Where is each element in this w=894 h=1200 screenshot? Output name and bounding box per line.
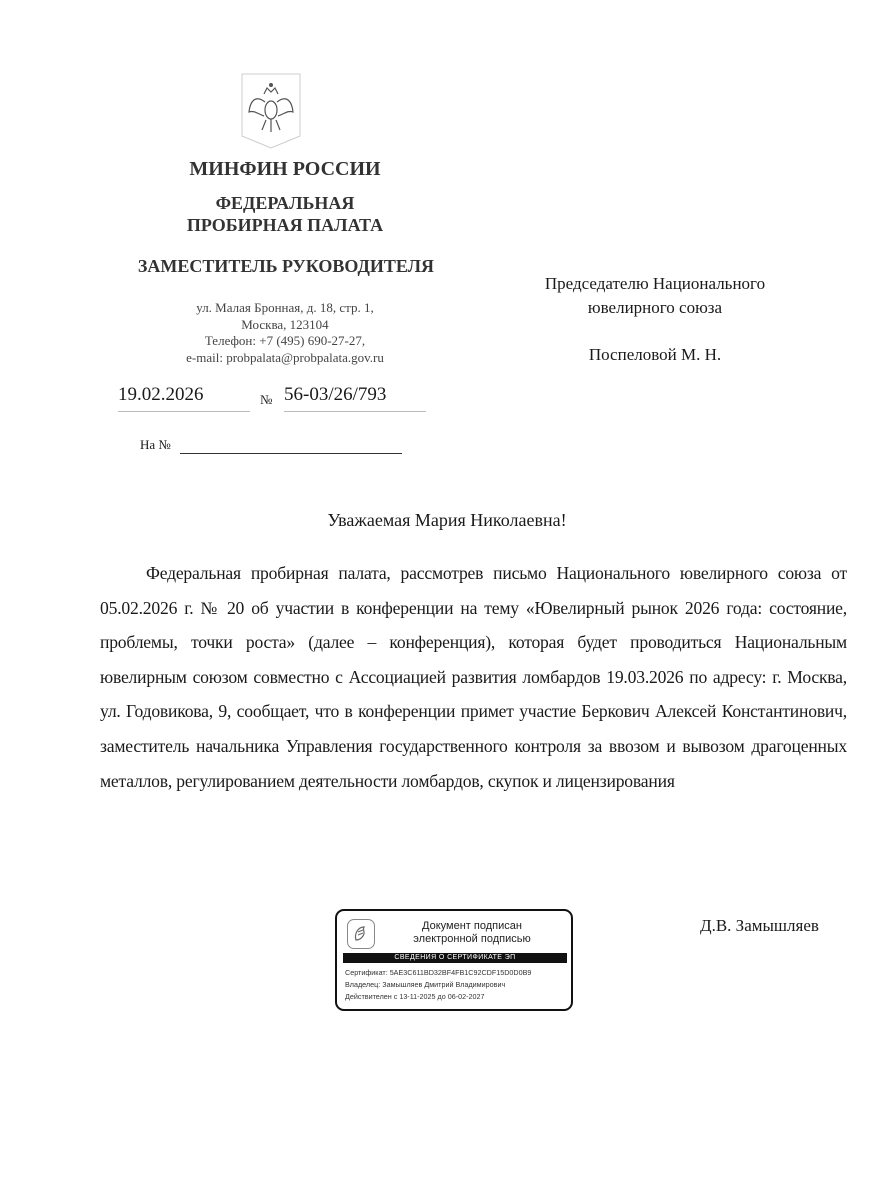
recipient-title-line2: ювелирного союза <box>587 298 723 317</box>
reply-to-label: На № <box>140 437 171 452</box>
sender-contacts <box>100 300 470 366</box>
document-number: 56-03/26/793 <box>284 384 426 412</box>
coat-of-arms-icon <box>240 72 302 150</box>
stamp-title-line2: электронной подписью <box>413 933 531 945</box>
address-line2: Москва, 123104 <box>241 316 329 332</box>
agency-name <box>120 192 450 236</box>
certificate-owner: Владелец: Замышляев Дмитрий Владимирович <box>345 980 506 989</box>
signature-logo-icon <box>347 919 375 949</box>
stamp-title <box>377 920 567 946</box>
certificate-info-bar: СВЕДЕНИЯ О СЕРТИФИКАТЕ ЭП <box>343 953 567 963</box>
recipient-title-line1: Председателю Национального <box>544 274 766 293</box>
agency-name-line1: ФЕДЕРАЛЬНАЯ <box>215 193 355 213</box>
recipient-title <box>505 272 805 320</box>
agency-name-line2: ПРОБИРНАЯ ПАЛАТА <box>186 215 384 235</box>
document-date: 19.02.2026 <box>118 384 250 412</box>
number-sign: № <box>260 392 273 407</box>
certificate-id: Сертификат: 5AE3C611BD32BF4FB1C92CDF15D0D0B9 <box>345 968 532 977</box>
electronic-signature-stamp <box>335 909 573 1011</box>
stamp-title-line1: Документ подписан <box>422 920 522 932</box>
ministry-name: МИНФИН РОССИИ <box>189 158 381 180</box>
reply-to-field <box>180 453 402 454</box>
phone: Телефон: +7 (495) 690-27-27, <box>204 333 366 348</box>
address-line1: ул. Малая Бронная, д. 18, стр. 1, <box>196 300 374 315</box>
email: e-mail: probpalata@probpalata.gov.ru <box>186 349 384 365</box>
greeting: Уважаемая Мария Николаевна! <box>327 510 567 530</box>
recipient-name: Поспеловой М. Н. <box>588 345 722 364</box>
certificate-validity: Действителен с 13-11-2025 до 06-02-2027 <box>345 992 485 1001</box>
signer-name: Д.В. Замышляев <box>700 916 819 935</box>
sender-position: ЗАМЕСТИТЕЛЬ РУКОВОДИТЕЛЯ <box>137 256 435 276</box>
letter-body: Федеральная пробирная палата, рассмотрев письмо Национального ювелирного союза от 05.02.2026 г. № 20 об участии в конференции на тему «Ювелирный рынок 2026 года: состояние, проблемы, точки роста» (далее – конференция), которая будет проводиться Национальным ювелирным союзом совместно с Ассоциацией развития ломбардов 19.03.2026 по адресу: г. Москва, ул. Годовикова, 9, сообщает, что в конференции примет участие Беркович Алексей Константинович, заместитель начальника Управления государственного контроля за ввозом и вывозом драгоценных металлов, регулированием деятельности ломбардов, скупок и лицензирования <box>100 563 847 791</box>
